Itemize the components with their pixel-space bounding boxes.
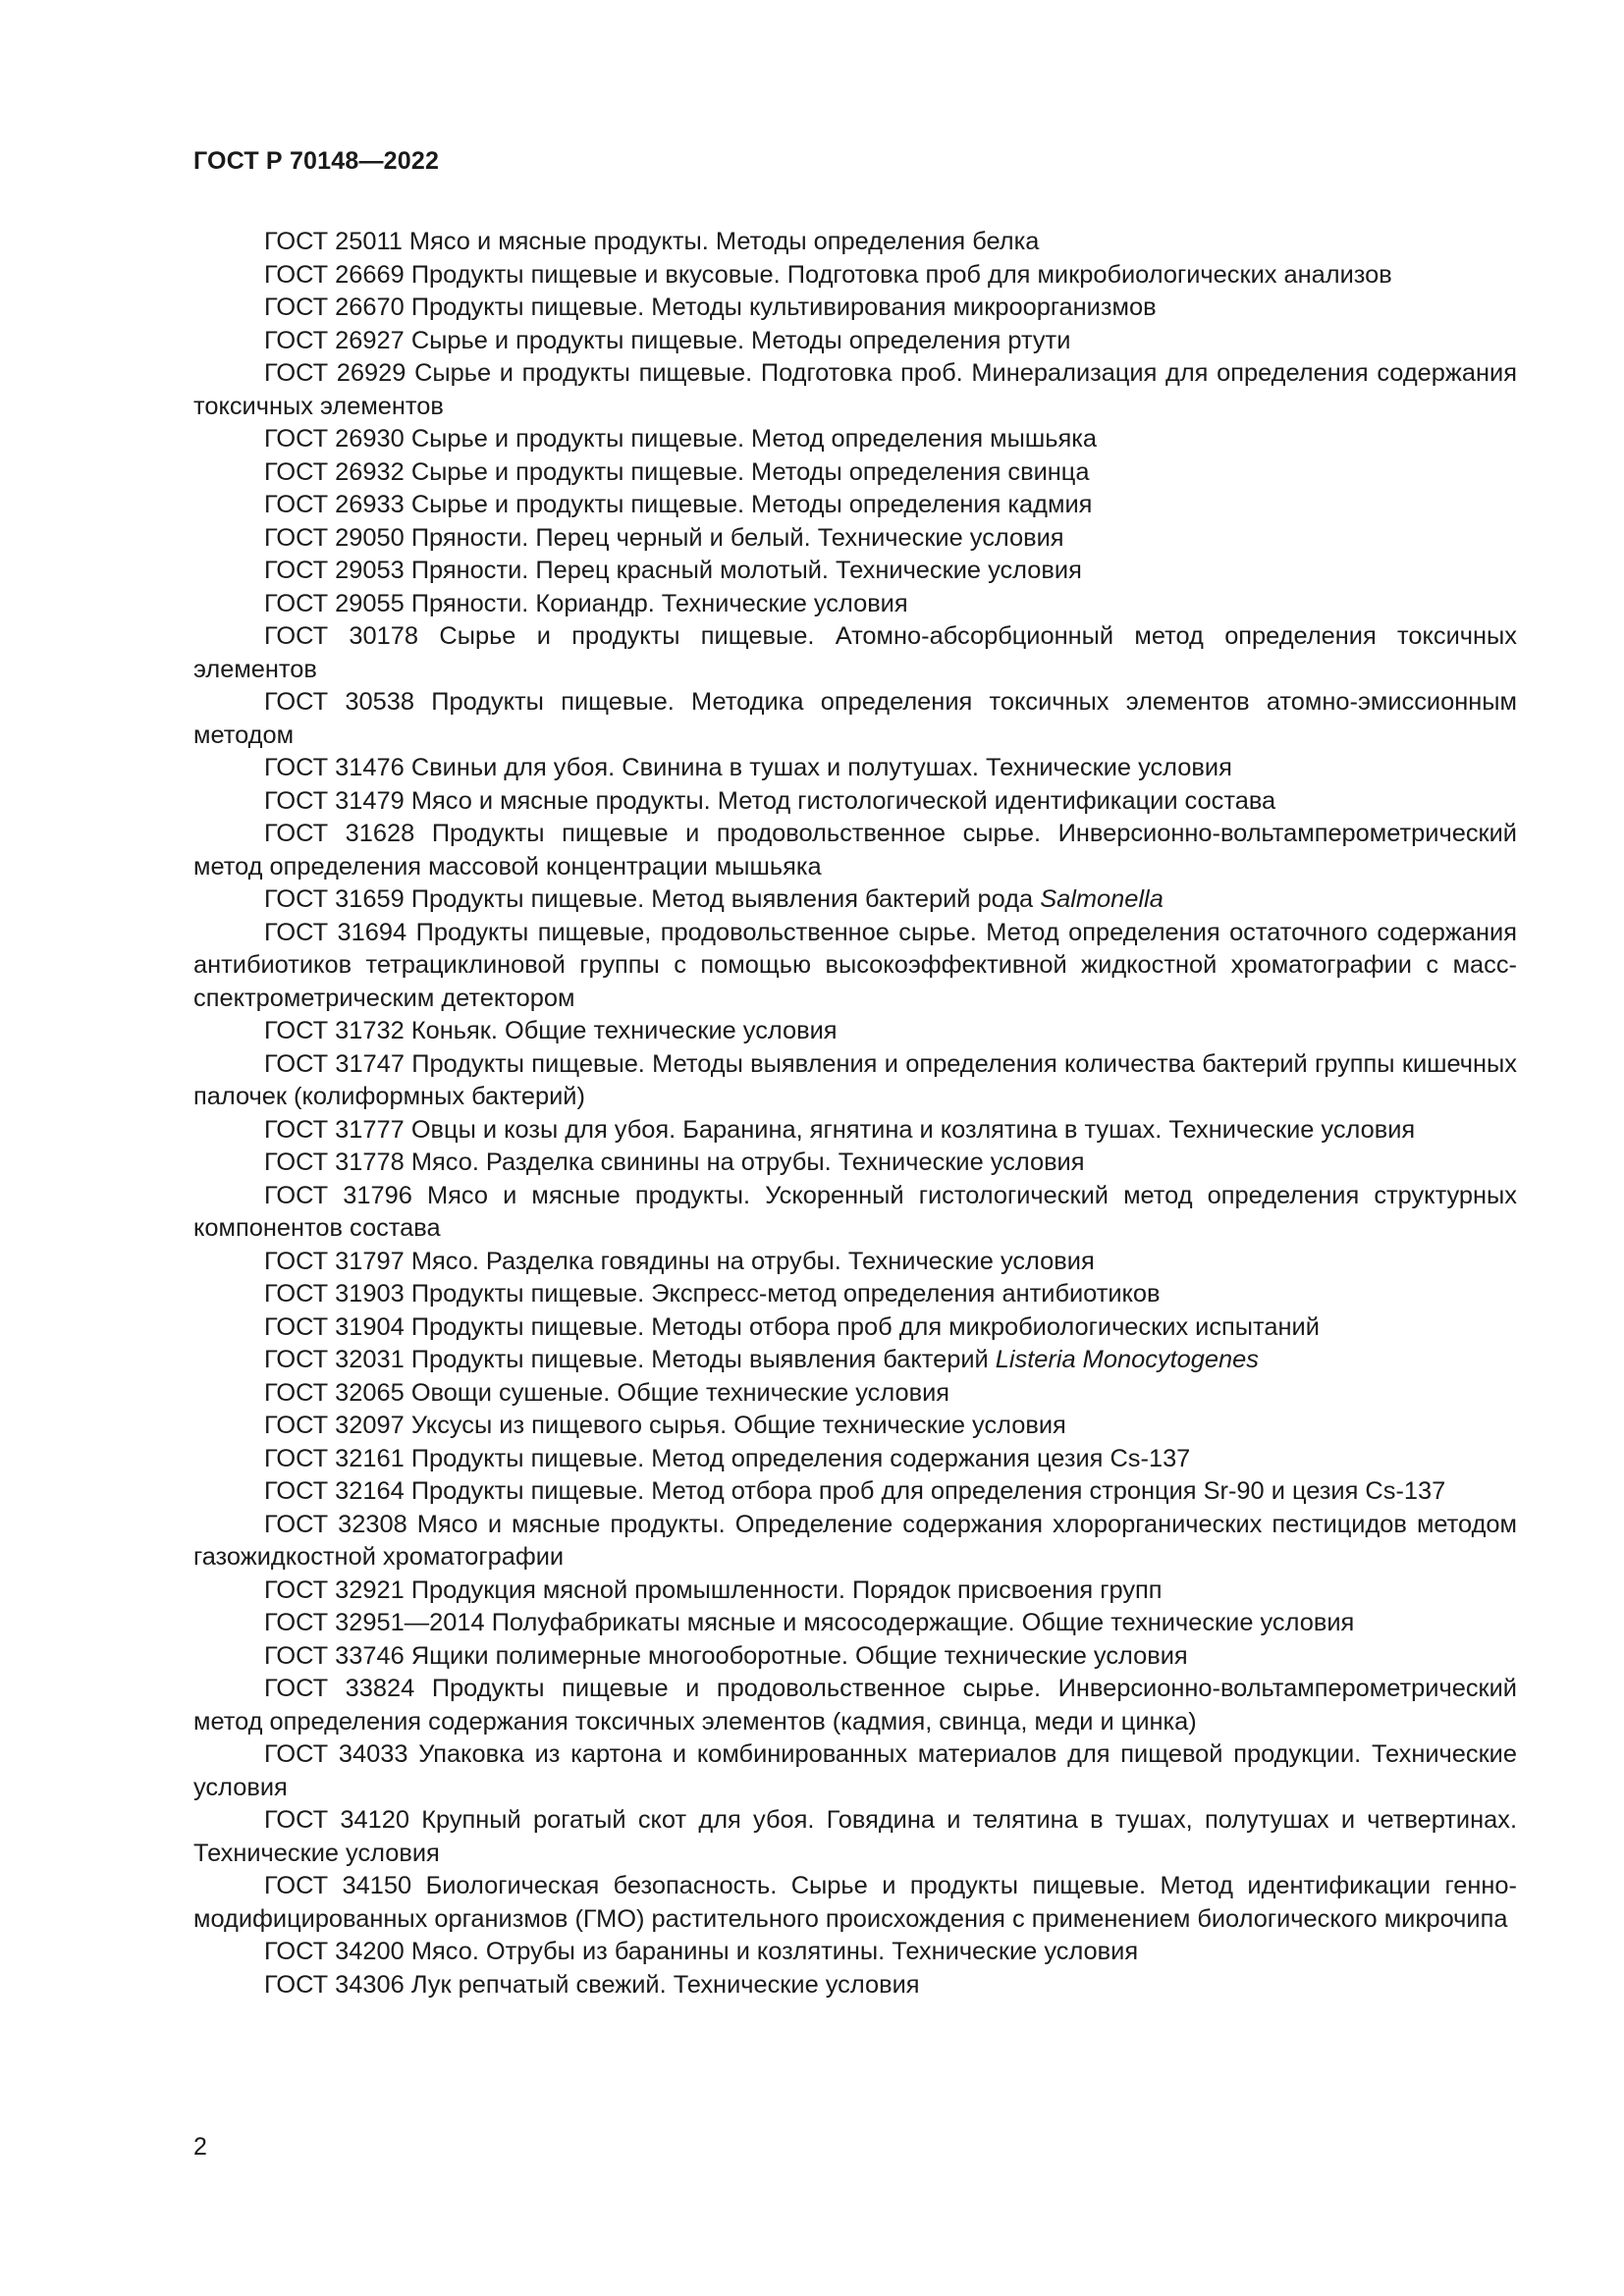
reference-code: ГОСТ 26670 [264, 294, 405, 321]
reference-code: ГОСТ 34150 [264, 1872, 412, 1899]
reference-title: Сырье и продукты пищевые. Методы определения кадмия [410, 491, 1093, 518]
reference-title: Продукты пищевые. Методы культивирования микроорганизмов [410, 294, 1157, 321]
reference-code: ГОСТ 31476 [264, 754, 405, 781]
page-number: 2 [193, 2133, 207, 2161]
document-code-header: ГОСТ Р 70148—2022 [193, 147, 440, 175]
reference-title: Мясо и мясные продукты. Определение содержания хлорорганических пестицидов методом газожидкостной хроматографии [193, 1510, 1517, 1571]
reference-title: Продукты пищевые, продовольственное сырье. Метод определения остаточного содержания антибиотиков тетрациклиновой группы с помощью высокоэффективной жидкостной хроматографии с масс-спектрометрическим детектором [193, 918, 1517, 1012]
reference-code: ГОСТ 32031 [264, 1346, 405, 1373]
reference-title: Продукты пищевые. Методика определения токсичных элементов атомно-эмиссионным методом [193, 688, 1517, 749]
reference-title: Продукты пищевые и продовольственное сырье. Инверсионно-вольтамперометрический метод определения содержания токсичных элементов (кадмия, свинца, меди и цинка) [193, 1675, 1517, 1735]
reference-code: ГОСТ 29055 [264, 589, 405, 617]
reference-entry [193, 1180, 1517, 1246]
reference-code: ГОСТ 26929 [264, 359, 406, 387]
reference-entry [193, 620, 1517, 686]
reference-title: Свиньи для убоя. Свинина в тушах и полутушах. Технические условия [410, 754, 1232, 781]
reference-entry [193, 752, 1517, 785]
reference-title: Продукция мясной промышленности. Порядок присвоения групп [410, 1575, 1163, 1604]
reference-code: ГОСТ 34120 [264, 1806, 409, 1834]
reference-entry [193, 259, 1517, 293]
reference-entry [193, 489, 1517, 522]
reference-title: Лук репчатый свежий. Технические условия [410, 1970, 920, 1999]
reference-italic-term: Salmonella [1040, 885, 1164, 913]
reference-code: ГОСТ 31904 [264, 1312, 405, 1341]
reference-title: Ящики полимерные многооборотные. Общие технические условия [410, 1641, 1188, 1670]
reference-italic-term: Listeria Monocytogenes [995, 1346, 1259, 1373]
reference-entry [193, 1673, 1517, 1738]
reference-title: Мясо. Разделка говядины на отрубы. Технические условия [410, 1247, 1095, 1275]
reference-code: ГОСТ 30178 [264, 622, 419, 650]
reference-title: Мясо и мясные продукты. Метод гистологической идентификации состава [410, 786, 1276, 815]
reference-entry [193, 357, 1517, 423]
reference-title: Упаковка из картона и комбинированных материалов для пищевой продукции. Технические условия [193, 1740, 1517, 1801]
reference-code: ГОСТ 31732 [264, 1017, 405, 1044]
reference-entry [193, 1311, 1517, 1345]
reference-entry [193, 1015, 1517, 1048]
reference-title: Пряности. Перец черный и белый. Технические условия [410, 523, 1064, 552]
reference-entry [193, 818, 1517, 883]
reference-title: Мясо. Отрубы из баранины и козлятины. Технические условия [410, 1938, 1139, 1965]
reference-entry [193, 423, 1517, 456]
reference-code: ГОСТ 33824 [264, 1675, 415, 1702]
reference-code: ГОСТ 34306 [264, 1970, 405, 1999]
reference-entry [193, 1114, 1517, 1148]
reference-title: Продукты пищевые и вкусовые. Подготовка проб для микробиологических анализов [410, 260, 1392, 289]
reference-entry [193, 325, 1517, 358]
reference-title: Продукты пищевые и продовольственное сырье. Инверсионно-вольтамперометрический метод определения массовой концентрации мышьяка [193, 820, 1517, 881]
reference-title: Продукты пищевые. Методы выявления бактерий [410, 1346, 989, 1373]
reference-code: ГОСТ 25011 [264, 228, 403, 255]
reference-code: ГОСТ 29050 [264, 523, 405, 552]
reference-entry [193, 1607, 1517, 1640]
reference-title: Полуфабрикаты мясные и мясосодержащие. Общие технические условия [491, 1609, 1355, 1636]
reference-entry [193, 883, 1517, 917]
reference-title: Продукты пищевые. Методы выявления и определения количества бактерий группы кишечных палочек (колиформных бактерий) [193, 1049, 1517, 1110]
reference-entry [193, 226, 1517, 259]
reference-title: Мясо и мясные продукты. Методы определения белка [408, 228, 1040, 255]
reference-code: ГОСТ 31479 [264, 786, 405, 815]
reference-code: ГОСТ 32097 [264, 1412, 405, 1439]
reference-title: Продукты пищевые. Экспресс-метод определения антибиотиков [410, 1280, 1161, 1308]
reference-title: Мясо и мясные продукты. Ускоренный гистологический метод определения структурных компонентов состава [193, 1181, 1517, 1242]
reference-entry [193, 1344, 1517, 1377]
reference-entry [193, 917, 1517, 1016]
reference-code: ГОСТ 31778 [264, 1148, 405, 1176]
reference-title: Сырье и продукты пищевые. Метод определения мышьяка [410, 425, 1097, 453]
reference-title: Сырье и продукты пищевые. Методы определения свинца [410, 457, 1090, 486]
reference-code: ГОСТ 26669 [264, 260, 405, 289]
reference-entry [193, 1738, 1517, 1804]
reference-entry [193, 1870, 1517, 1936]
reference-entry [193, 1443, 1517, 1476]
reference-code: ГОСТ 33746 [264, 1641, 405, 1670]
reference-code: ГОСТ 32951—2014 [264, 1609, 485, 1636]
reference-code: ГОСТ 31797 [264, 1247, 405, 1275]
reference-code: ГОСТ 31777 [264, 1115, 405, 1144]
reference-title: Сырье и продукты пищевые. Методы определения ртути [410, 326, 1071, 354]
reference-title: Пряности. Кориандр. Технические условия [410, 589, 908, 617]
reference-entry [193, 785, 1517, 819]
reference-entry [193, 522, 1517, 556]
reference-entry [193, 292, 1517, 325]
reference-entry [193, 1804, 1517, 1870]
reference-entry [193, 1969, 1517, 2002]
reference-code: ГОСТ 32065 [264, 1378, 405, 1407]
reference-title: Уксусы из пищевого сырья. Общие технические условия [410, 1412, 1066, 1439]
reference-code: ГОСТ 26932 [264, 457, 405, 486]
reference-code: ГОСТ 32161 [264, 1444, 405, 1472]
reference-entry [193, 1475, 1517, 1509]
reference-entry [193, 1246, 1517, 1279]
reference-title: Биологическая безопасность. Сырье и продукты пищевые. Метод идентификации генно-модифицированных организмов (ГМО) растительного происхождения с применением биологического микрочипа [193, 1872, 1517, 1933]
reference-title: Продукты пищевые. Методы отбора проб для микробиологических испытаний [410, 1312, 1320, 1341]
reference-code: ГОСТ 26933 [264, 491, 405, 518]
reference-code: ГОСТ 26930 [264, 425, 405, 453]
reference-title: Продукты пищевые. Метод определения содержания цезия Cs-137 [410, 1444, 1191, 1472]
reference-entry [193, 1147, 1517, 1180]
reference-code: ГОСТ 31903 [264, 1280, 405, 1308]
reference-code: ГОСТ 31747 [264, 1049, 405, 1078]
reference-entry [193, 1048, 1517, 1114]
reference-code: ГОСТ 30538 [264, 688, 414, 716]
reference-entry [193, 686, 1517, 752]
reference-entry [193, 588, 1517, 621]
reference-code: ГОСТ 34200 [264, 1938, 405, 1965]
reference-title: Коньяк. Общие технические условия [410, 1017, 838, 1044]
normative-references-list [193, 226, 1517, 2002]
reference-code: ГОСТ 32164 [264, 1477, 405, 1505]
reference-entry [193, 1575, 1517, 1608]
reference-entry [193, 456, 1517, 490]
reference-entry [193, 1377, 1517, 1411]
reference-code: ГОСТ 31659 [264, 885, 405, 913]
reference-entry [193, 1509, 1517, 1575]
reference-title: Сырье и продукты пищевые. Атомно-абсорбционный метод определения токсичных элементов [193, 622, 1517, 683]
reference-entry [193, 1640, 1517, 1674]
reference-title: Овцы и козы для убоя. Баранина, ягнятина и козлятина в тушах. Технические условия [410, 1115, 1416, 1144]
reference-code: ГОСТ 31628 [264, 820, 415, 847]
reference-entry [193, 1936, 1517, 1969]
reference-code: ГОСТ 34033 [264, 1740, 408, 1768]
reference-title: Пряности. Перец красный молотый. Технические условия [410, 557, 1082, 584]
reference-title: Продукты пищевые. Метод отбора проб для определения стронция Sr-90 и цезия Cs-137 [410, 1477, 1446, 1505]
reference-entry [193, 555, 1517, 588]
reference-code: ГОСТ 32921 [264, 1575, 405, 1604]
reference-title: Мясо. Разделка свинины на отрубы. Технические условия [410, 1148, 1085, 1176]
reference-entry [193, 1278, 1517, 1311]
reference-code: ГОСТ 26927 [264, 326, 405, 354]
reference-code: ГОСТ 31694 [264, 918, 407, 946]
reference-code: ГОСТ 31796 [264, 1181, 412, 1209]
reference-title: Сырье и продукты пищевые. Подготовка проб. Минерализация для определения содержания токсичных элементов [193, 359, 1517, 420]
reference-entry [193, 1410, 1517, 1443]
reference-code: ГОСТ 29053 [264, 557, 405, 584]
reference-title: Крупный рогатый скот для убоя. Говядина и телятина в тушах, полутушах и четвертинах. Технические условия [193, 1806, 1517, 1867]
reference-title: Продукты пищевые. Метод выявления бактерий рода [410, 885, 1034, 913]
reference-title: Овощи сушеные. Общие технические условия [410, 1378, 950, 1407]
reference-code: ГОСТ 32308 [264, 1510, 407, 1538]
